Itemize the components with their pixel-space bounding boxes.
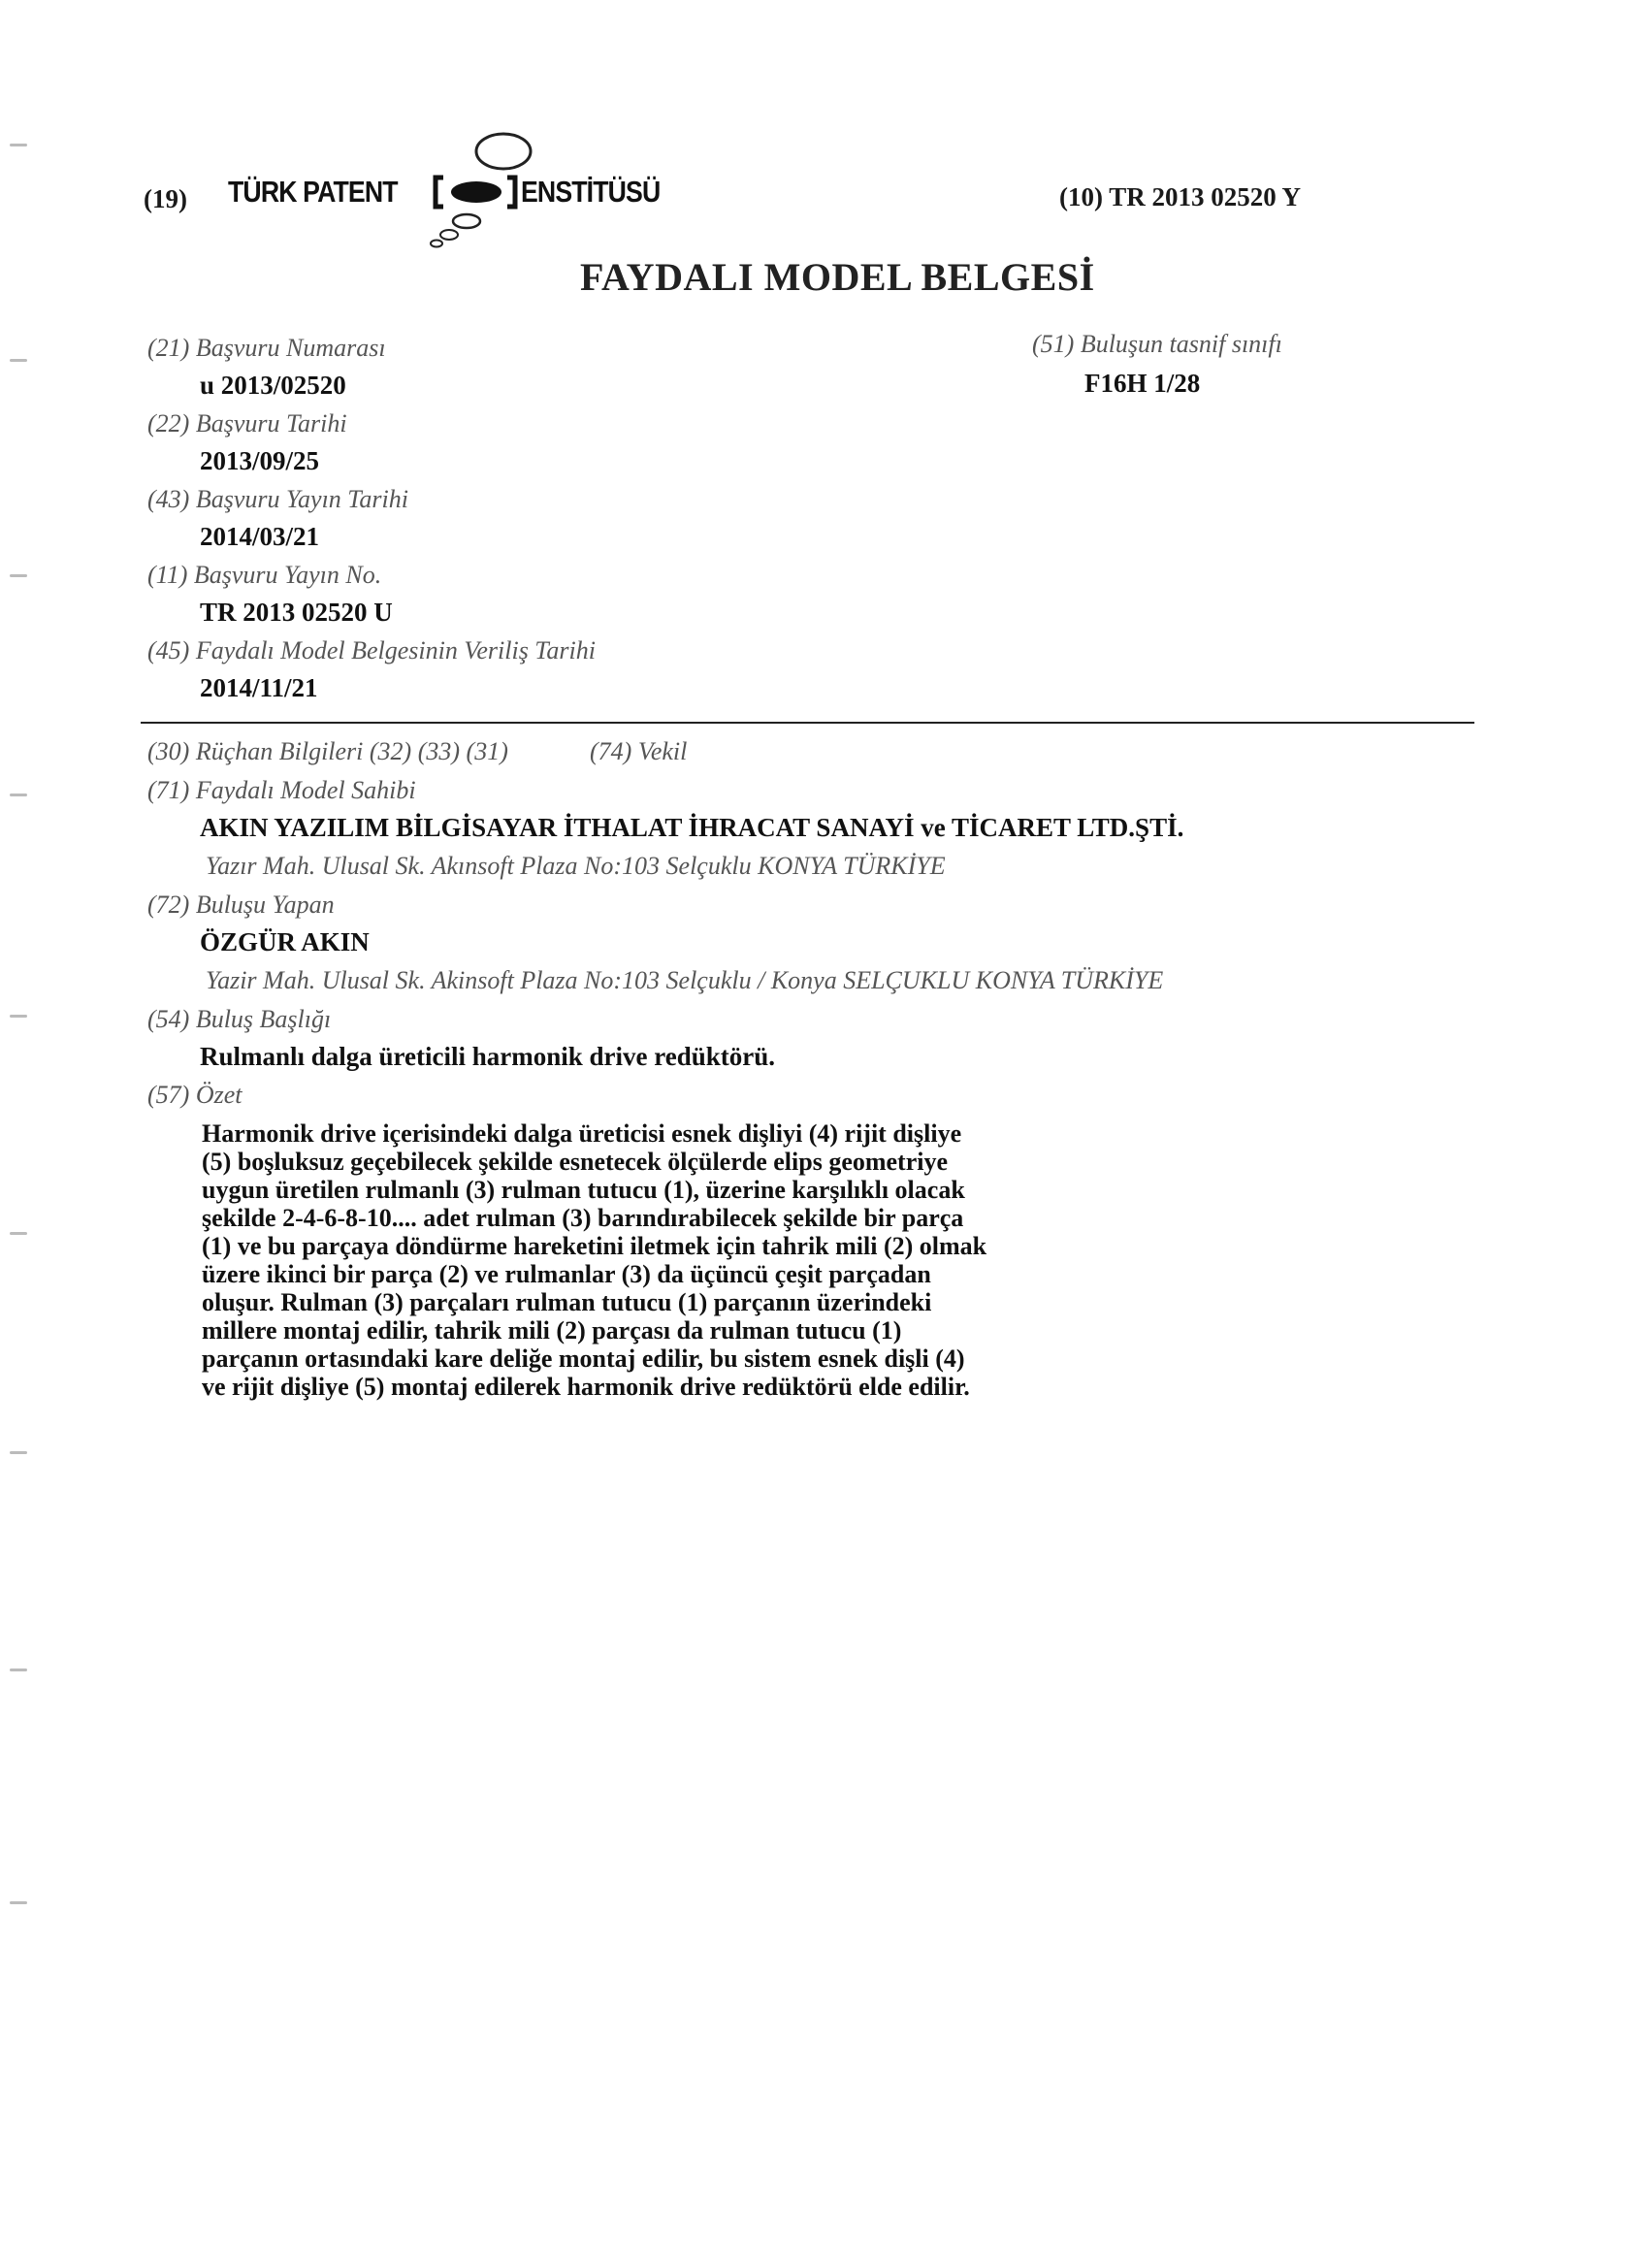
agent-label: (74) Vekil bbox=[590, 737, 688, 765]
abstract-line: üzere ikinci bir parça (2) ve rulmanlar (3) da üçüncü çeşit parçadan bbox=[202, 1260, 931, 1288]
abstract-line: Harmonik drive içerisindeki dalga üreticisi esnek dişliyi (4) rijit dişliye bbox=[202, 1119, 962, 1148]
scan-mark bbox=[10, 1451, 27, 1454]
publication-date-label: (43) Başvuru Yayın Tarihi bbox=[147, 485, 408, 513]
abstract-line: şekilde 2-4-6-8-10.... adet rulman (3) barındırabilecek şekilde bir parça bbox=[202, 1204, 964, 1232]
inventor-label: (72) Buluşu Yapan bbox=[147, 891, 335, 919]
scan-mark bbox=[10, 1901, 27, 1904]
publication-number-label: (11) Başvuru Yayın No. bbox=[147, 561, 382, 589]
inid-code-19: (19) bbox=[144, 184, 187, 213]
institute-name-left: TÜRK PATENT bbox=[228, 175, 398, 209]
scan-mark bbox=[10, 144, 27, 146]
abstract-line: millere montaj edilir, tahrik mili (2) parçası da rulman tutucu (1) bbox=[202, 1316, 902, 1345]
application-date-label: (22) Başvuru Tarihi bbox=[147, 409, 347, 437]
scan-mark bbox=[10, 794, 27, 796]
owner-label: (71) Faydalı Model Sahibi bbox=[147, 776, 416, 804]
classification-value: F16H 1/28 bbox=[1084, 369, 1201, 398]
application-number-label: (21) Başvuru Numarası bbox=[147, 334, 386, 362]
scan-mark bbox=[10, 1669, 27, 1671]
abstract-line: oluşur. Rulman (3) parçaları rulman tutucu (1) parçanın üzerindeki bbox=[202, 1288, 932, 1316]
inventor-name: ÖZGÜR AKIN bbox=[200, 927, 370, 956]
abstract-text bbox=[202, 1119, 1026, 1401]
publication-date-value: 2014/03/21 bbox=[200, 522, 320, 551]
abstract-label: (57) Özet bbox=[147, 1081, 242, 1109]
abstract-line: ve rijit dişliye (5) montaj edilerek harmonik drive redüktörü elde edilir. bbox=[202, 1373, 970, 1401]
application-number-value: u 2013/02520 bbox=[200, 371, 346, 400]
invention-title: Rulmanlı dalga üreticili harmonik drive redüktörü. bbox=[200, 1042, 776, 1071]
application-date-value: 2013/09/25 bbox=[200, 446, 320, 475]
abstract-line: (1) ve bu parçaya döndürme hareketini iletmek için tahrik mili (2) olmak bbox=[202, 1232, 987, 1260]
invention-title-label: (54) Buluş Başlığı bbox=[147, 1005, 332, 1033]
abstract-line: uygun üretilen rulmanlı (3) rulman tutucu (1), üzerine karşılıklı olacak bbox=[202, 1176, 965, 1204]
abstract-line: parçanın ortasındaki kare deliğe montaj edilir, bu sistem esnek dişli (4) bbox=[202, 1345, 965, 1373]
grant-date-value: 2014/11/21 bbox=[200, 673, 318, 702]
owner-address: Yazır Mah. Ulusal Sk. Akınsoft Plaza No:103 Selçuklu KONYA TÜRKİYE bbox=[206, 852, 946, 880]
publication-number-value: TR 2013 02520 U bbox=[200, 598, 393, 627]
abstract-line: (5) boşluksuz geçebilecek şekilde esnetecek ölçülerde elips geometriye bbox=[202, 1148, 949, 1176]
scan-mark bbox=[10, 359, 27, 362]
institute-name-right: ENSTİTÜSÜ bbox=[521, 175, 661, 209]
scan-mark bbox=[10, 574, 27, 577]
priority-label: (30) Rüçhan Bilgileri (32) (33) (31) bbox=[147, 737, 508, 765]
scan-mark bbox=[10, 1232, 27, 1235]
section-divider bbox=[141, 722, 1474, 724]
institute-header bbox=[228, 124, 661, 260]
inventor-address: Yazir Mah. Ulusal Sk. Akinsoft Plaza No:103 Selçuklu / Konya SELÇUKLU KONYA TÜRKİYE bbox=[206, 966, 1164, 994]
publication-reference: (10) TR 2013 02520 Y bbox=[1059, 182, 1301, 211]
classification-label: (51) Buluşun tasnif sınıfı bbox=[1032, 330, 1282, 358]
owner-name: AKIN YAZILIM BİLGİSAYAR İTHALAT İHRACAT SANAYİ ve TİCARET LTD.ŞTİ. bbox=[200, 813, 1184, 842]
grant-date-label: (45) Faydalı Model Belgesinin Veriliş Tarihi bbox=[147, 636, 596, 664]
scan-mark bbox=[10, 1015, 27, 1018]
document-title: FAYDALI MODEL BELGESİ bbox=[580, 255, 1095, 299]
